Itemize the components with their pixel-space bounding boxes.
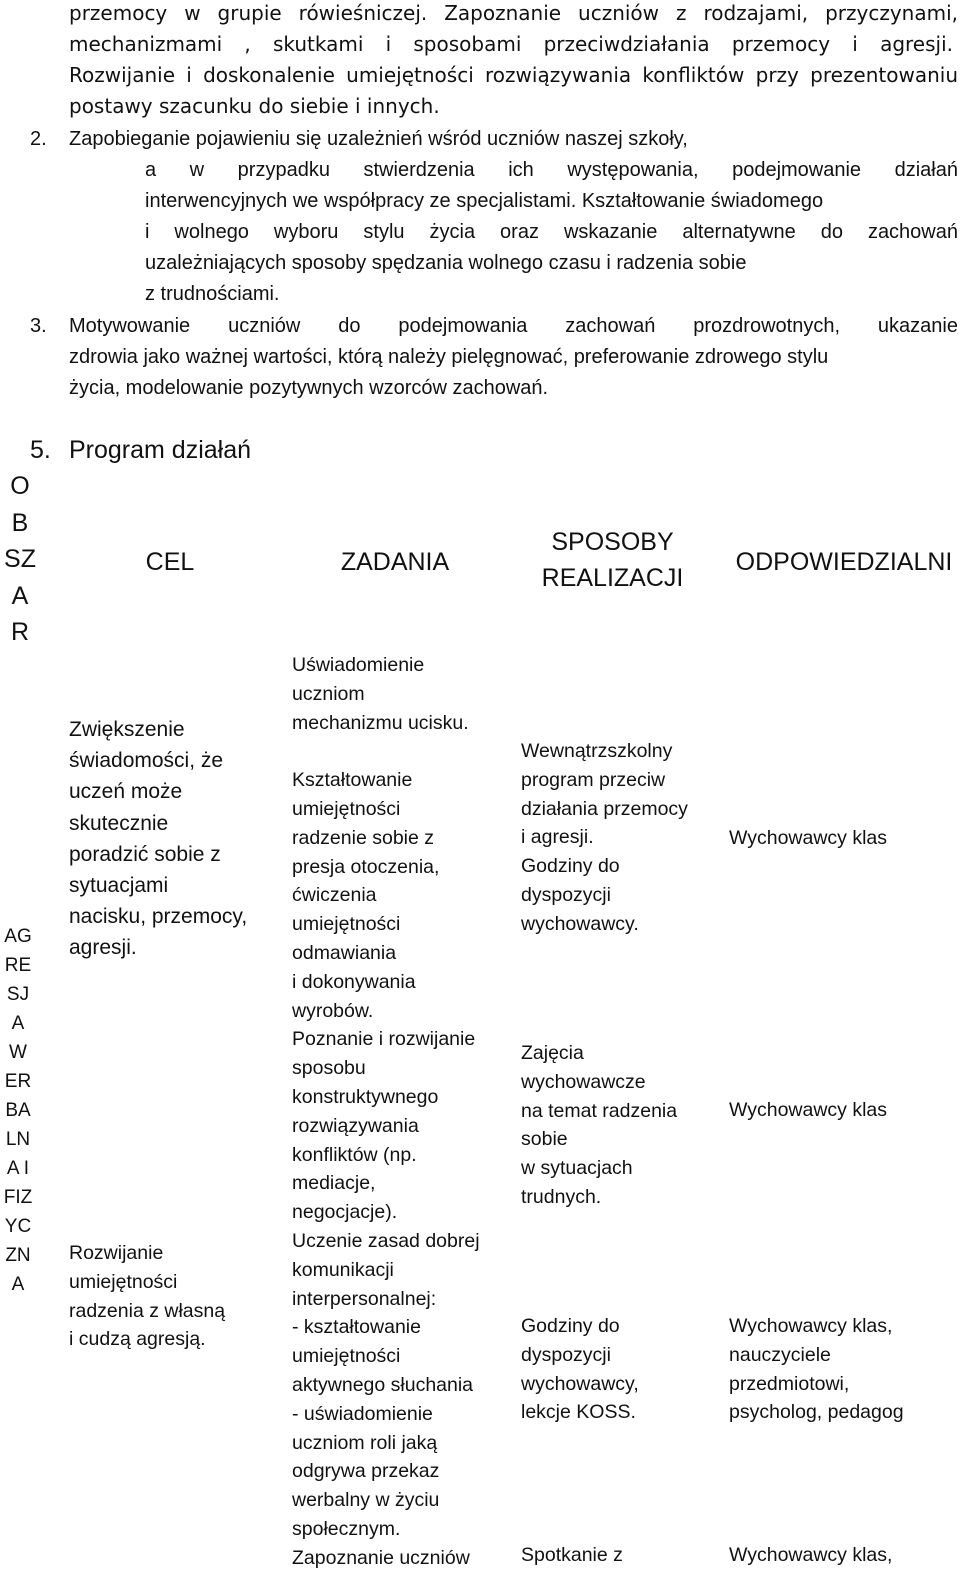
list-number: 2. (30, 128, 47, 150)
section-number: 5. (30, 436, 51, 464)
sposoby-cell-1: Wewnątrzszkolny program przeciw działania przemocy i agresji. Godziny do dyspozycji wychowawcy. (521, 740, 688, 935)
list-line: Motywowanie uczniów do podejmowania zachowań prozdrowotnych, ukazanie (69, 315, 958, 337)
list-number: 3. (30, 315, 47, 337)
column-header-zadania: ZADANIA (340, 548, 450, 576)
intro-line: mechanizmami , skutkami i sposobami przeciwdziałania przemocy i agresji. (69, 32, 953, 56)
list-line: Zapobieganie pojawieniu się uzależnień wśród uczniów naszej szkoły, (69, 128, 688, 150)
odpowiedzialni-cell-4: Wychowawcy klas, (729, 1544, 893, 1566)
intro-line: postawy szacunku do siebie i innych. (69, 94, 440, 118)
list-line: a w przypadku stwierdzenia ich występowania, podejmowanie działań (145, 159, 958, 181)
zadania-cell: Uświadomienie uczniom mechanizmu ucisku. Kształtowanie umiejętności radzenie sobie z presja otoczenia, ćwiczenia umiejętności odmawiania i dokonywania wyrobów. Poznanie i rozwijanie sposobu konstruktywnego rozwiązywania konfliktów (np. mediacje, negocjacje). Uczenie zasad dobrej komunikacji interpersonalnej: - kształtowanie umiejętności aktywnego słuchania - uświadomienie uczniom roli jaką odgrywa przekaz werbalny w życiu społecznym. Zapoznanie uczniów (292, 654, 480, 1569)
odpowiedzialni-cell-3: Wychowawcy klas, nauczyciele przedmiotowi, psycholog, pedagog (729, 1315, 904, 1424)
column-header-sposoby: SPOSOBY REALIZACJI (541, 528, 684, 592)
sposoby-cell-3: Godziny do dyspozycji wychowawcy, lekcje KOSS. (521, 1315, 639, 1424)
list-line: zdrowia jako ważnej wartości, którą należy pielęgnować, preferowanie zdrowego stylu (69, 346, 829, 368)
list-line: i wolnego wyboru stylu życia oraz wskazanie alternatywne do zachowań (145, 221, 958, 243)
cel-cell-2: Rozwijanie umiejętności radzenia z własną i cudzą agresją. (69, 1242, 226, 1351)
odpowiedzialni-cell-1: Wychowawcy klas (729, 827, 888, 849)
column-header-cel: CEL (145, 548, 195, 576)
list-line: życia, modelowanie pozytywnych wzorców zachowań. (69, 377, 549, 399)
list-line: uzależniających sposoby spędzania wolnego czasu i radzenia sobie (145, 252, 747, 274)
column-header-obszar: O B SZ A R (4, 472, 36, 646)
odpowiedzialni-cell-2: Wychowawcy klas (729, 1099, 888, 1121)
section-title: Program działań (69, 436, 252, 464)
sposoby-cell-2: Zajęcia wychowawcze na temat radzenia sobie w sytuacjach trudnych. (521, 1042, 678, 1208)
intro-line: przemocy w grupie rówieśniczej. Zapoznanie uczniów z rodzajami, przyczynami, (69, 1, 958, 25)
list-line: interwencyjnych we współpracy ze specjalistami. Kształtowanie świadomego (145, 190, 824, 212)
list-line: z trudnościami. (145, 283, 280, 305)
sposoby-cell-4: Spotkanie z (521, 1544, 623, 1566)
cel-cell-1: Zwiększenie świadomości, że uczeń może skutecznie poradzić sobie z sytuacjami nacisku, przemocy, agresji. (69, 718, 248, 960)
column-header-odpowiedzialni: ODPOWIEDZIALNI (735, 548, 953, 576)
area-label: AG RE SJ A W ER BA LN A I FIZ YC ZN A (3, 926, 33, 1295)
intro-line: Rozwijanie i doskonalenie umiejętności rozwiązywania konfliktów przy prezentowaniu (69, 63, 958, 87)
